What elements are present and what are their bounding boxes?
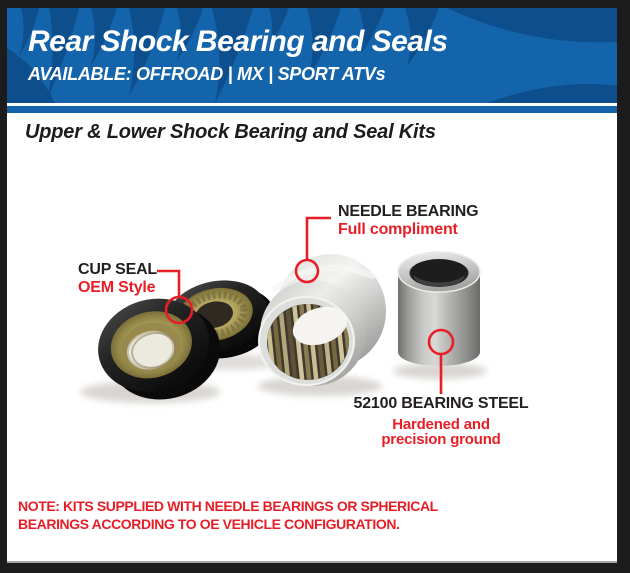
needle-bearing-part [259, 254, 386, 392]
banner-blue-stripe [7, 106, 617, 113]
banner-availability-text: AVAILABLE: OFFROAD | MX | SPORT ATVs [28, 64, 386, 84]
cup-seal-detail: OEM Style [78, 279, 156, 296]
needle-bearing-callout-line [307, 218, 331, 260]
parts-photo [7, 113, 617, 561]
configuration-note [18, 497, 458, 533]
needle-bearing-name: NEEDLE BEARING [338, 203, 479, 220]
bearing-steel-detail-line1: Hardened and [392, 416, 490, 433]
configuration-note-line1: NOTE: KITS SUPPLIED WITH NEEDLE BEARINGS OR SPHERICAL [18, 498, 438, 514]
section-heading: Upper & Lower Shock Bearing and Seal Kits [25, 121, 436, 143]
cup-seal-name: CUP SEAL [78, 261, 158, 278]
bearing-steel-name: 52100 BEARING STEEL [353, 395, 529, 412]
needle-bearing-callout-label [338, 203, 478, 239]
cup-seal-callout-label [78, 261, 157, 297]
cup-seal-callout-line [157, 271, 179, 297]
steel-bushing-part [398, 252, 480, 366]
configuration-note-line2: BEARINGS ACCORDING TO OE VEHICLE CONFIGURATION. [18, 516, 400, 532]
needle-bearing-detail: Full compliment [338, 221, 458, 238]
banner-title: Rear Shock Bearing and Seals [28, 25, 448, 58]
bearing-steel-callout-label [341, 395, 541, 447]
bottom-divider-line [7, 561, 617, 563]
bearing-steel-detail-line2: precision ground [381, 430, 501, 448]
